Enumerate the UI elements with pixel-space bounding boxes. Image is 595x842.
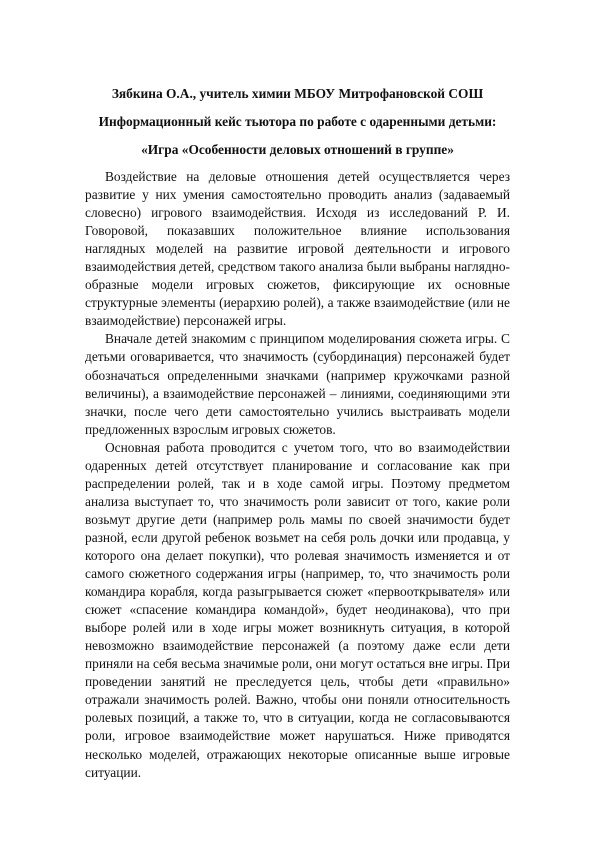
paragraph: Основная работа проводится с учетом того, что во взаимодействии одаренных детей отсутствует планирование и согласование как при распределении ролей, так и в ходе самой игры. Поэтому предметом анализа выступает то, что значимость роли зависит от того, какие роли возьмут другие дети (например роль мамы по своей значимости будет разной, если другой ребенок возьмет на себя роль дочки или продавца, у которого она делает покупки), что ролевая значимость изменяется и от самого сюжетного содержания игры (например, то, что значимость роли командира корабля, когда разыгрывается сюжет «первооткрывателя» или сюжет «спасение командира командой», будет неодинакова), что при выборе ролей или в ходе игры может возникнуть ситуация, в которой невозможно взаимодействие персонажей (а поэтому даже если дети приняли на себя весьма значимые роли, они могут остаться вне игры. При проведении занятий не преследуется цель, чтобы дети «правильно» отражали значимость ролей. Важно, чтобы они поняли относительность ролевых позиций, а также то, что в ситуации, когда не согласовываются роли, игровое взаимодействие может нарушаться. Ниже приводятся несколько моделей, отражающих некоторые описанные выше игровые ситуации. xyxy=(85,439,510,780)
game-title: «Игра «Особенности деловых отношений в группе» xyxy=(141,142,454,157)
body-text xyxy=(85,168,510,782)
case-title: Информационный кейс тьютора по работе с одаренными детьми: xyxy=(98,114,497,129)
paragraph: Воздействие на деловые отношения детей осуществляется через развитие у них умения самостоятельно проводить анализ (задаваемый словесно) игрового взаимодействия. Исходя из исследований Р. И. Говоровой, показавших положительное влияние использования наглядных моделей на развитие игровой деятельности и игрового взаимодействия детей, средством такого анализа были выбраны наглядно-образные модели игровых сюжетов, фиксирующие их основные структурные элементы (иерархию ролей), а также взаимодействие (или не взаимодействие) персонажей игры. xyxy=(85,169,510,329)
author-line: Зябкина О.А., учитель химии МБОУ Митрофановской СОШ xyxy=(111,86,484,101)
paragraph: Вначале детей знакомим с принципом моделирования сюжета игры. С детьми оговаривается, что значимость (субординация) персонажей будет обозначаться определенными значками (например кружочками разной величины), а взаимодействие персонажей – линиями, соединяющими эти значки, после чего дети самостоятельно учились выстраивать модели предложенных взрослым игровых сюжетов. xyxy=(85,331,510,437)
document-page xyxy=(85,86,510,782)
